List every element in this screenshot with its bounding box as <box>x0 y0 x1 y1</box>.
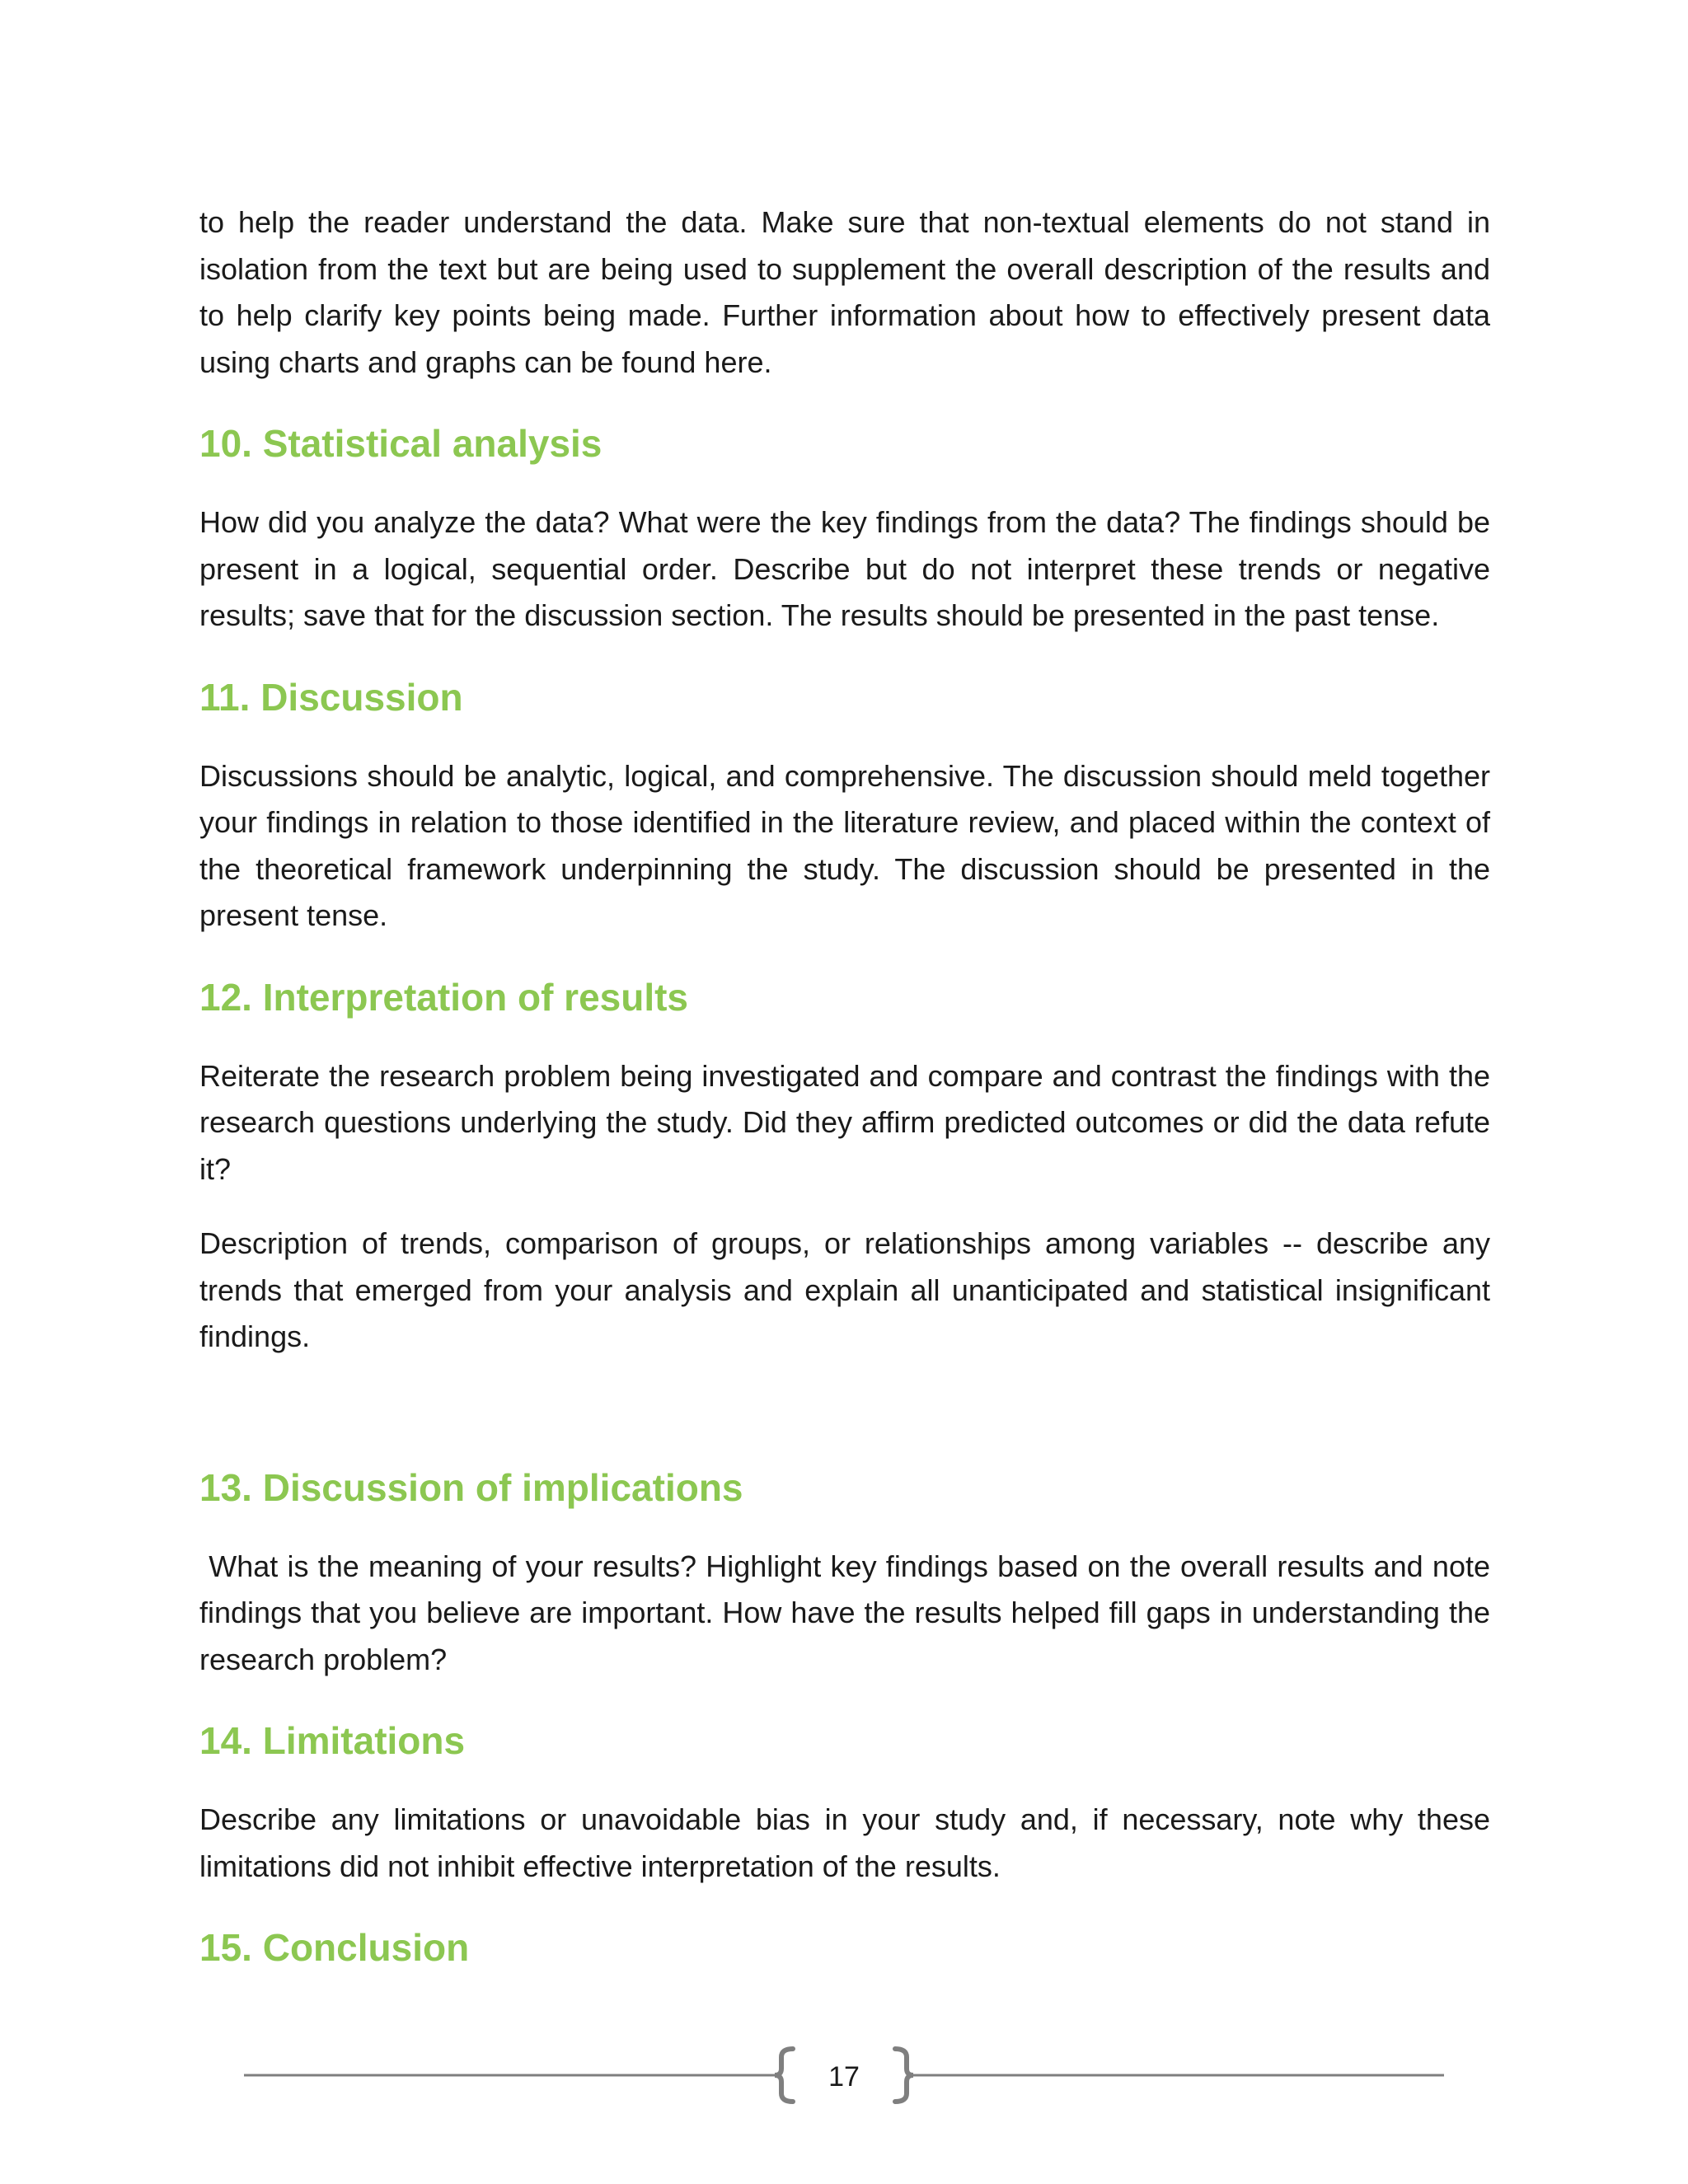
heading-statistical-analysis: 10. Statistical analysis <box>199 422 603 465</box>
heading-limitations: 14. Limitations <box>199 1719 466 1762</box>
interpretation-paragraph-2: Description of trends, comparison of groups, or relationships among variables -- describe any trends that emerged from your analysis and explain all unanticipated and statistical insignificant findings. <box>199 1226 1490 1353</box>
heading-discussion-of-implications: 13. Discussion of implications <box>199 1465 743 1509</box>
heading-discussion: 11. Discussion <box>199 675 463 719</box>
right-brace-icon <box>895 2049 913 2102</box>
page-content <box>199 199 1499 1971</box>
intro-paragraph: to help the reader understand the data. Make sure that non-textual elements do not stand in isolation from the text but are being used to supplement the overall description of the results and to help clarify key points being made. Further information about how to effectively present data using charts and graphs can be found here. <box>199 205 1490 379</box>
discussion-paragraph: Discussions should be analytic, logical, and comprehensive. The discussion should meld together your findings in relation to those identified in the literature review, and placed within the context of the theoretical framework underpinning the study. The discussion should be presented in the present tense. <box>199 758 1490 932</box>
limitations-paragraph: Describe any limitations or unavoidable bias in your study and, if necessary, note why these limitations did not inhibit effective interpretation of the results. <box>199 1802 1490 1883</box>
page-number: 17 <box>828 2061 860 2093</box>
statistical-analysis-paragraph: How did you analyze the data? What were the key findings from the data? The findings should be present in a logical, sequential order. Describe but do not interpret these trends or negative results; save that for the discussion section. The results should be presented in the past tense. <box>199 505 1490 632</box>
heading-interpretation-of-results: 12. Interpretation of results <box>199 975 689 1019</box>
left-brace-icon <box>775 2049 793 2102</box>
interpretation-paragraph-1: Reiterate the research problem being investigated and compare and contrast the findings with the research questions underlying the study. Did they affirm predicted outcomes or did the data refute it? <box>199 1058 1490 1186</box>
implications-paragraph: What is the meaning of your results? Highlight key findings based on the overall results and note findings that you believe are important. How have the results helped fill gaps in understanding the research problem? <box>199 1549 1499 1676</box>
heading-conclusion: 15. Conclusion <box>199 1926 470 1969</box>
page-footer <box>0 2046 1688 2111</box>
